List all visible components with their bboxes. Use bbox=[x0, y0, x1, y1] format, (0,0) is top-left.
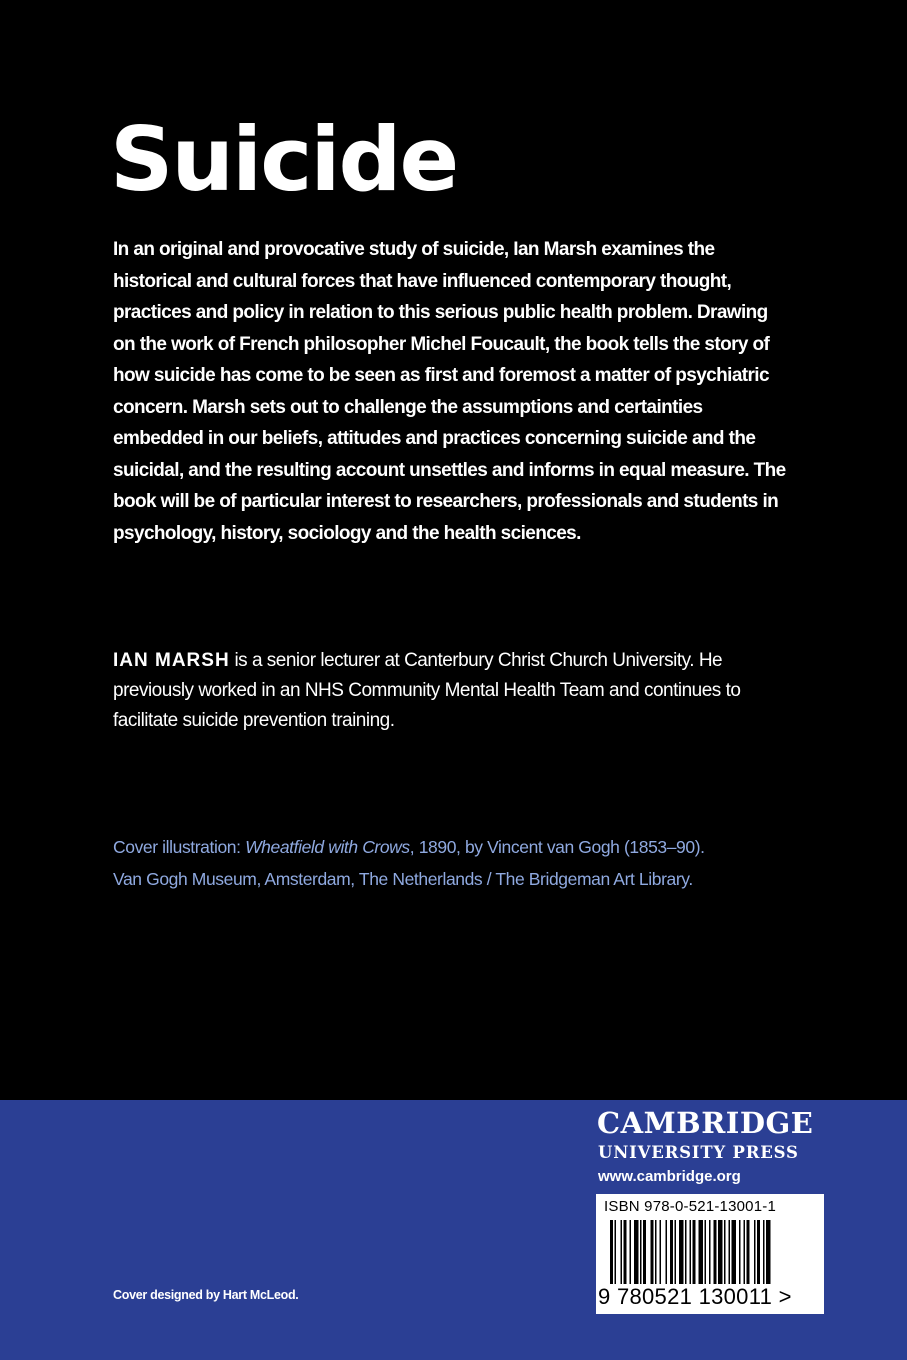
ean-digits: 9 780521 130011 > bbox=[598, 1284, 792, 1309]
book-title: Suicide bbox=[110, 108, 458, 211]
publisher-logo-name: CAMBRIDGE bbox=[597, 1106, 814, 1140]
publisher-logo-subtitle: UNIVERSITY PRESS bbox=[598, 1143, 799, 1162]
barcode bbox=[596, 1194, 824, 1314]
author-bio-text: is a senior lecturer at Canterbury Christ Church University. He previously worked in an NHS Community Mental Health Team and continues to facilitate suicide prevention training. bbox=[113, 650, 741, 731]
credit-prefix: Cover illustration: bbox=[113, 837, 246, 857]
author-bio bbox=[113, 646, 793, 736]
cover-illustration-credit bbox=[113, 832, 713, 895]
designer-credit: Cover designed by Hart McLeod. bbox=[113, 1288, 299, 1302]
credit-suffix: , 1890, by Vincent van Gogh (1853–90). Van Gogh Museum, Amsterdam, The Netherlands / The Bridgeman Art Library. bbox=[113, 837, 705, 889]
book-description: In an original and provocative study of suicide, Ian Marsh examines the historical and cultural forces that have influenced contemporary thought, practices and policy in relation to this serious public health problem. Drawing on the work of French philosopher Michel Foucault, the book tells the story of how suicide has come to be seen as first and foremost a matter of psychiatric concern. Marsh sets out to challenge the assumptions and certainties embedded in our beliefs, attitudes and practices concerning suicide and the suicidal, and the resulting account unsettles and informs in equal measure. The book will be of particular interest to researchers, professionals and students in psychology, history, sociology and the health sciences. bbox=[113, 239, 786, 544]
barcode-bars bbox=[610, 1220, 810, 1284]
author-name: IAN MARSH bbox=[113, 650, 230, 671]
publisher-url: www.cambridge.org bbox=[598, 1168, 741, 1185]
artwork-title: Wheatfield with Crows bbox=[245, 837, 410, 857]
isbn-label: ISBN 978-0-521-13001-1 bbox=[604, 1198, 777, 1215]
